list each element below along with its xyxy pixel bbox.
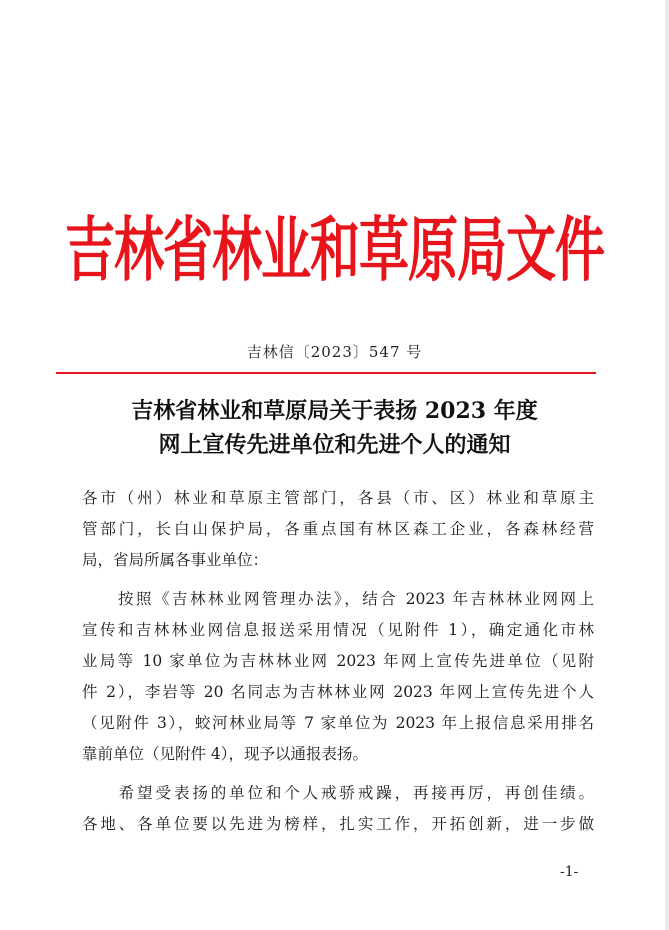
body-line: 各市（州）林业和草原主管部门，各县（市、区）林业和草原主 bbox=[82, 489, 594, 507]
notice-title-line-1: 吉林省林业和草原局关于表扬 2023 年度 bbox=[131, 398, 538, 424]
body-line: 希望受表扬的单位和个人戒骄戒躁，再接再厉，再创佳绩。 bbox=[82, 784, 594, 802]
body-line: 各地、各单位要以先进为榜样，扎实工作，开拓创新，进一步做 bbox=[82, 815, 594, 833]
body-line: 按照《吉林林业网管理办法》，结合 2023 年吉林林业网网上 bbox=[82, 590, 594, 608]
body-line: （见附件 3），蛟河林业局等 7 家单位为 2023 年上报信息采用排名 bbox=[82, 714, 594, 732]
notice-title-line-2: 网上宣传先进单位和先进个人的通知 bbox=[158, 432, 511, 458]
document-number: 吉林信〔2023〕547 号 bbox=[246, 343, 423, 361]
body-line: 宣传和吉林林业网信息报送采用情况（见附件 1），确定通化市林 bbox=[82, 621, 594, 639]
page-number: -1- bbox=[560, 864, 579, 880]
body-line: 管部门，长白山保护局，各重点国有林区森工企业，各森林经营 bbox=[82, 520, 594, 538]
body-line: 件 2），李岩等 20 名同志为吉林林业网 2023 年网上宣传先进个人 bbox=[82, 683, 594, 701]
masthead-title: 吉林省林业和草原局文件 bbox=[65, 209, 604, 291]
red-separator-line bbox=[56, 372, 596, 374]
body-line: 业局等 10 家单位为吉林林业网 2023 年网上宣传先进单位（见附 bbox=[82, 652, 594, 670]
page-edge-shadow bbox=[665, 0, 669, 930]
body-line: 靠前单位（见附件 4），现予以通报表扬。 bbox=[82, 745, 369, 763]
body-line: 局，省局所属各事业单位： bbox=[82, 551, 269, 569]
